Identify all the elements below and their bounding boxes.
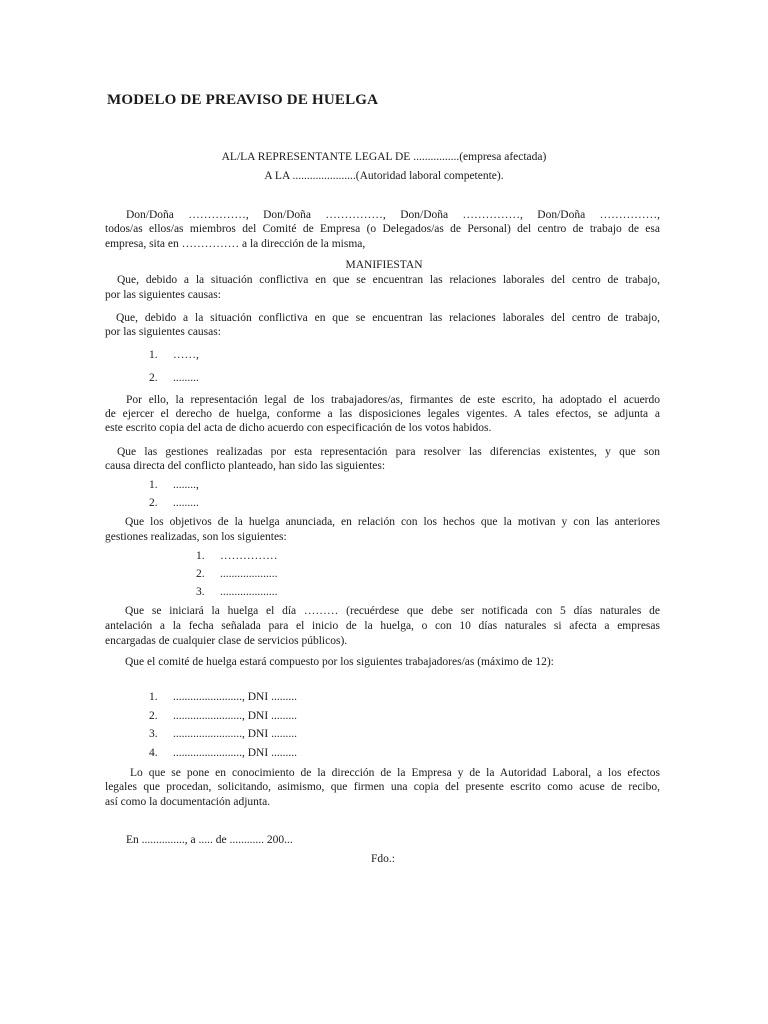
addressee-line-2: A LA ......................(Autoridad laboral competente). bbox=[264, 170, 504, 182]
efforts-line-1: Que las gestiones realizadas por esta representación para resolver las diferencias existentes, y que son bbox=[117, 446, 660, 458]
section-heading: MANIFIESTAN bbox=[345, 259, 423, 271]
causes-para-2-line-2: por las siguientes causas: bbox=[105, 326, 221, 338]
causes-para-2-line-1: Que, debido a la situación conflictiva en que se encuentran las relaciones laborales del centro de trabajo, bbox=[116, 312, 660, 324]
agreement-line-1: Por ello, la representación legal de los trabajadores/as, firmantes de este escrito, ha adoptado el acuerdo bbox=[126, 394, 660, 406]
efforts-list-item: 1. ........, bbox=[149, 479, 199, 491]
causes-para-1-line-1: Que, debido a la situación conflictiva en que se encuentran las relaciones laborales del centro de trabajo, bbox=[117, 274, 660, 286]
committee-list-item: 4. ........................, DNI ......... bbox=[149, 747, 297, 759]
place-date-line: En ..............., a ..... de ............ 200... bbox=[126, 834, 293, 846]
efforts-line-2: causa directa del conflicto planteado, han sido las siguientes: bbox=[105, 460, 386, 472]
causes-list-item: 2. ......... bbox=[149, 372, 199, 384]
committee-intro: Que el comité de huelga estará compuesto por los siguientes trabajadores/as (máximo de 12): bbox=[125, 656, 554, 668]
objectives-list-item: 1. …………… bbox=[196, 550, 278, 562]
causes-list-item: 1. ……, bbox=[149, 349, 199, 361]
objectives-list-item: 2. .................... bbox=[196, 568, 278, 580]
document-title: MODELO DE PREAVISO DE HUELGA bbox=[107, 92, 379, 108]
causes-para-1-line-2: por las siguientes causas: bbox=[105, 289, 221, 301]
start-line-1: Que se iniciará la huelga el día ……… (recuérdese que debe ser notificada con 5 días naturales de bbox=[125, 605, 660, 617]
agreement-line-2: de ejercer el derecho de huelga, conforme a las disposiciones legales vigentes. A tales efectos, se adjunta a bbox=[105, 408, 660, 420]
closing-line-1: Lo que se pone en conocimiento de la dirección de la Empresa y de la Autoridad Laboral, a los efectos bbox=[130, 767, 660, 779]
objectives-list-item: 3. .................... bbox=[196, 586, 278, 598]
intro-line-1: Don/Doña ……………, Don/Doña ……………, Don/Doña ……………, Don/Doña ……………, bbox=[126, 209, 660, 221]
intro-line-2: todos/as ellos/as miembros del Comité de Empresa (o Delegados/as de Personal) del centro de trabajo de esa bbox=[105, 223, 660, 235]
start-line-2: antelación a la fecha señalada para el inicio de la huelga, o con 10 días naturales si afecta a empresas bbox=[105, 620, 660, 632]
intro-line-3: empresa, sita en …………… a la dirección de la misma, bbox=[105, 238, 366, 250]
committee-list-item: 2. ........................, DNI ......... bbox=[149, 710, 297, 722]
committee-list-item: 3. ........................, DNI ......... bbox=[149, 728, 297, 740]
committee-list-item: 1. ........................, DNI ......... bbox=[149, 691, 297, 703]
agreement-line-3: este escrito copia del acta de dicho acuerdo con especificación de los votos habidos. bbox=[105, 422, 492, 434]
efforts-list-item: 2. ......... bbox=[149, 497, 199, 509]
addressee-line-1: AL/LA REPRESENTANTE LEGAL DE ................(empresa afectada) bbox=[221, 151, 547, 163]
closing-line-2: legales que procedan, solicitando, asimismo, que firmen una copia del presente escrito como acuse de recibo, bbox=[105, 781, 660, 793]
signature-line: Fdo.: bbox=[371, 853, 395, 865]
objectives-line-2: gestiones realizadas, son los siguientes: bbox=[105, 531, 287, 543]
objectives-line-1: Que los objetivos de la huelga anunciada, en relación con los hechos que la motivan y con las anteriores bbox=[125, 516, 660, 528]
start-line-3: encargadas de cualquier clase de servicios públicos). bbox=[105, 635, 348, 647]
closing-line-3: así como la documentación adjunta. bbox=[105, 796, 271, 808]
